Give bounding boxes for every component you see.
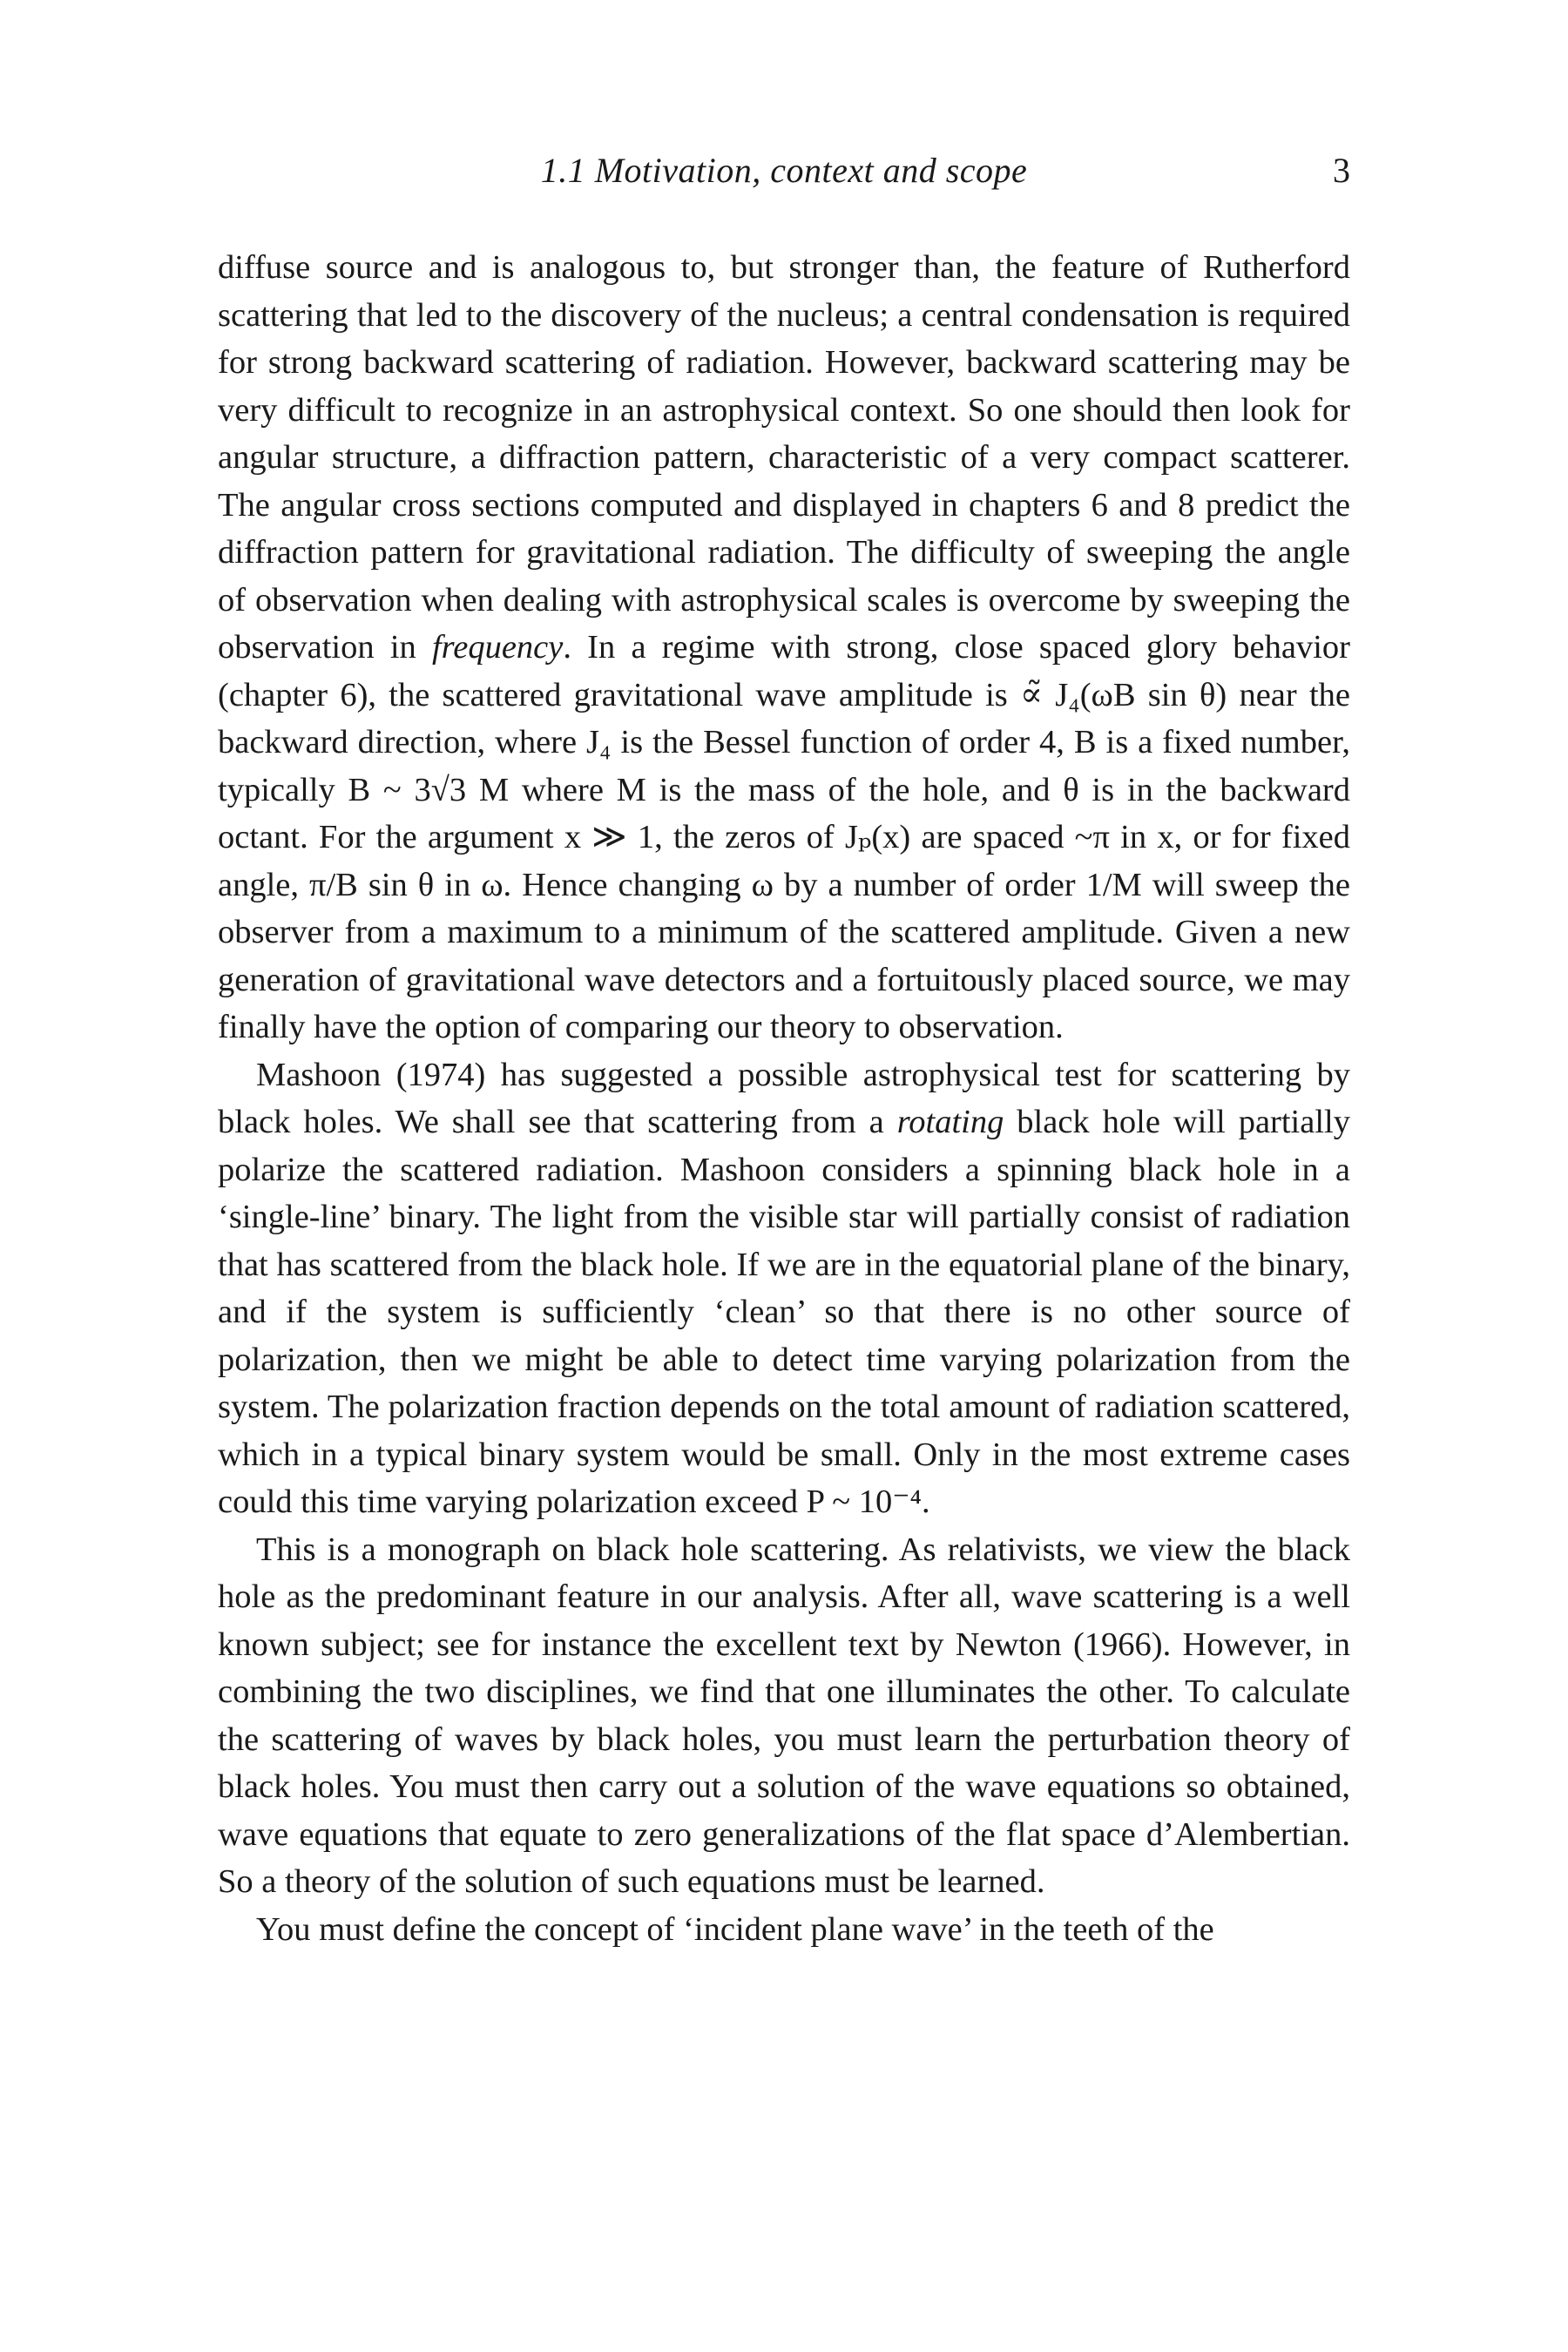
running-head [218, 150, 1350, 202]
paragraph-1-emphasis: frequency [431, 629, 564, 666]
page-number: 3 [1333, 151, 1350, 190]
paragraph-2 [218, 1051, 1350, 1526]
paragraph-1-text-b: . In a regime with strong, close spaced glory behavior (chapter 6), the scattered gravitational wave amplitude is ∝̃ J₄(ωB sin θ) near the backward direction, where J₄ is the Bessel function of order 4, B is a fixed number, typically B ~ 3√3 M where M is the mass of the hole, and θ is in the backward octant. For the argument x ≫ 1, the zeros of Jₚ(x) are spaced ~π in x, or for fixed angle, π/B sin θ in ω. Hence changing ω by a number of order 1/M will sweep the observer from a maximum to a minimum of the scattered amplitude. Given a new generation of gravitational wave detectors and a fortuitously placed source, we may finally have the option of comparing our theory to observation. [218, 629, 1350, 1045]
paragraph-4 [218, 1906, 1350, 1954]
paragraph-3-text: This is a monograph on black hole scattering. As relativists, we view the black hole as the predominant feature in our analysis. After all, wave scattering is a well known subject; see for instance the excellent text by Newton (1966). However, in combining the two disciplines, we find that one illuminates the other. To calculate the scattering of waves by black holes, you must learn the perturbation theory of black holes. You must then carry out a solution of the wave equations so obtained, wave equations that equate to zero generalizations of the flat space d’Alembertian. So a theory of the solution of such equations must be learned. [218, 1531, 1350, 1900]
section-title: 1.1 Motivation, context and scope [540, 151, 1028, 190]
paragraph-2-emphasis: rotating [896, 1104, 1004, 1140]
paragraph-3 [218, 1526, 1350, 1906]
paragraph-1 [218, 244, 1350, 1051]
paragraph-2-text-a: Mashoon (1974) has suggested a possible astrophysical test for scattering by black holes. We shall see that scattering from a [218, 1056, 1350, 1140]
paragraph-1-text-a: diffuse source and is analogous to, but stronger than, the feature of Rutherford scattering that led to the discovery of the nucleus; a central condensation is required for strong backward scattering of radiation. However, backward scattering may be very difficult to recognize in an astrophysical context. So one should then look for angular structure, a diffraction pattern, characteristic of a very compact scatterer. The angular cross sections computed and displayed in chapters 6 and 8 predict the diffraction pattern for gravitational radiation. The difficulty of sweeping the angle of observation when dealing with astrophysical scales is overcome by sweeping the observation in [218, 249, 1350, 666]
paragraph-2-text-b: black hole will partially polarize the scattered radiation. Mashoon considers a spinning black hole in a ‘single-line’ binary. The light from the visible star will partially consist of radiation that has scattered from the black hole. If we are in the equatorial plane of the binary, and if the system is sufficiently ‘clean’ so that there is no other source of polarization, then we might be able to detect time varying polarization from the system. The polarization fraction depends on the total amount of radiation scattered, which in a typical binary system would be small. Only in the most extreme cases could this time varying polarization exceed P ~ 10⁻⁴. [218, 1104, 1350, 1520]
body-text [218, 244, 1350, 1953]
paragraph-4-text: You must define the concept of ‘incident plane wave’ in the teeth of the [256, 1910, 1214, 1948]
